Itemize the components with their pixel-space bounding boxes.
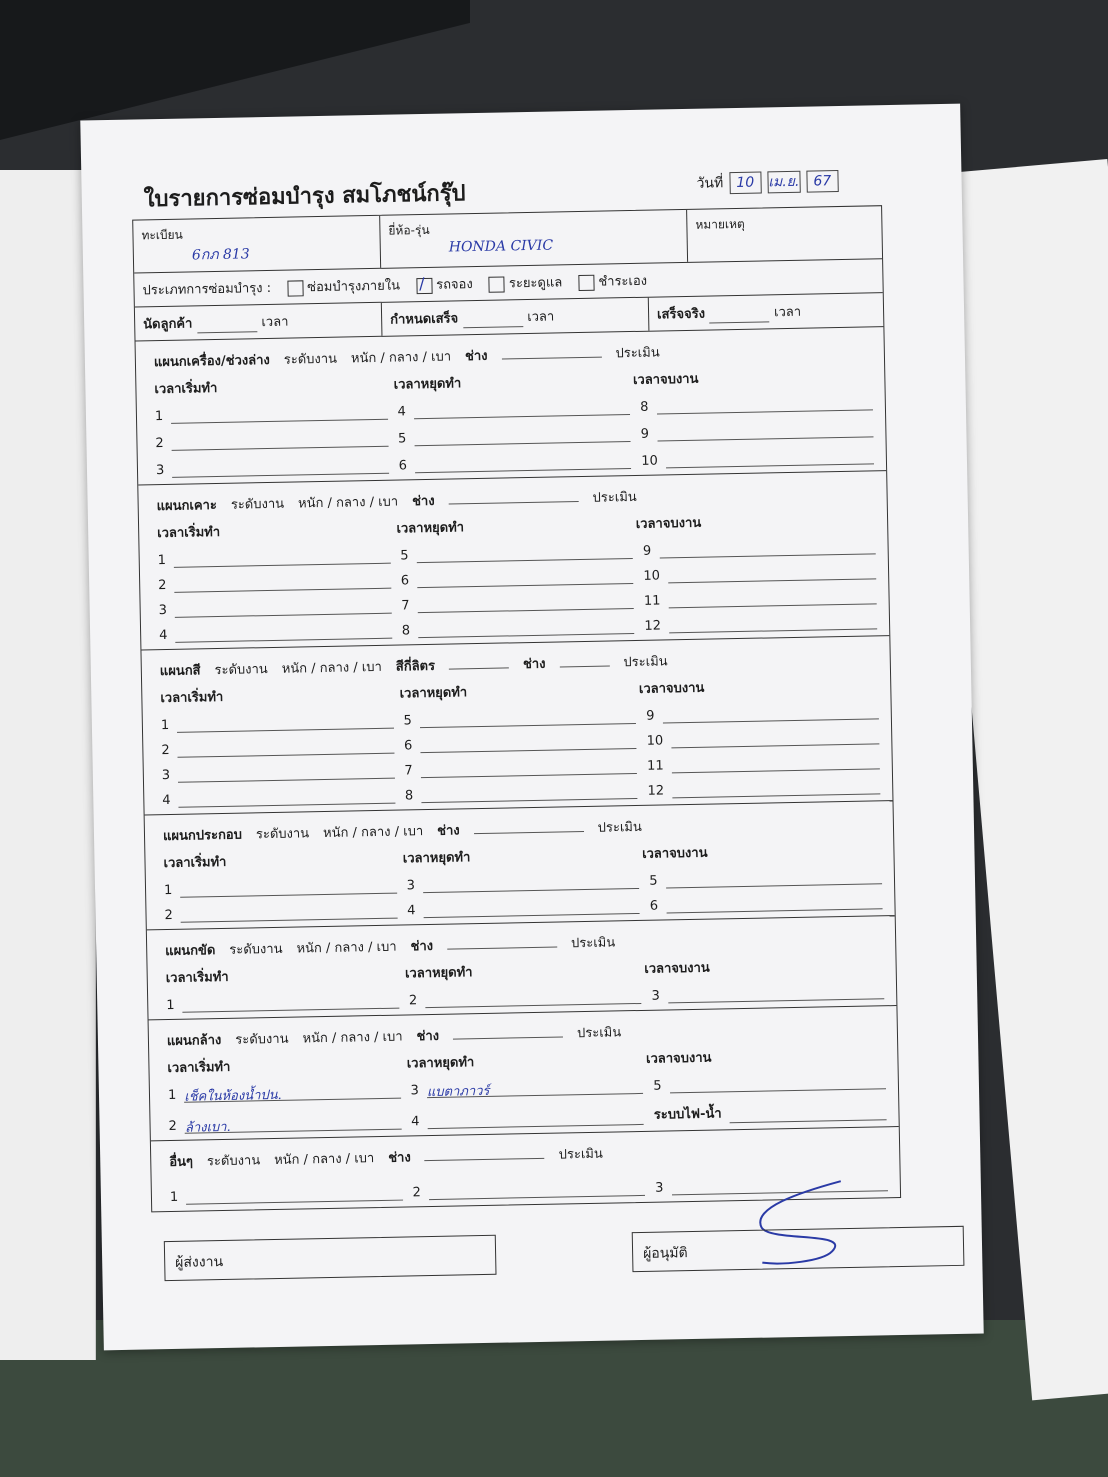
brand-label: ยี่ห้อ-รุ่น <box>388 222 430 238</box>
paint-section-body <box>141 636 892 814</box>
paint-line-9[interactable]: 9 <box>646 702 879 723</box>
body-line-5[interactable]: 5 <box>400 542 633 563</box>
assembly-section-body <box>145 801 895 929</box>
other-line-1[interactable]: 1 <box>170 1184 403 1205</box>
assembly-rating-label: ประเมิน <box>597 819 642 836</box>
engine-line-1[interactable]: 1 <box>155 403 388 424</box>
other-line-2[interactable]: 2 <box>412 1179 645 1200</box>
assembly-lines <box>164 867 883 923</box>
polish-tech-label: ช่าง <box>410 938 434 955</box>
engine-line-6[interactable]: 6 <box>398 452 631 473</box>
approver-label: ผู้อนุมัติ <box>642 1245 688 1262</box>
polish-section-body <box>147 916 897 1019</box>
polish-rating-label: ประเมิน <box>570 935 616 952</box>
body-start-label: เวลาเริ่มทำ <box>157 524 221 542</box>
engine-line-10[interactable]: 10 <box>641 447 874 468</box>
polish-stop-label: เวลาหยุดทำ <box>404 965 473 982</box>
assembly-start-label: เวลาเริ่มทำ <box>163 854 227 872</box>
repair-type-checkbox-internal[interactable] <box>287 280 303 296</box>
repair-type-checkbox-booked[interactable] <box>416 277 432 293</box>
done-cell <box>649 293 884 330</box>
engine-tech-line[interactable] <box>501 341 601 360</box>
paint-line-7[interactable]: 7 <box>404 757 637 778</box>
engine-finish-label: เวลาจบงาน <box>632 371 699 388</box>
wash-line-2[interactable]: 2 ล้างเบา. <box>168 1109 401 1134</box>
appointment-cell <box>135 303 383 341</box>
paint-line-3[interactable]: 3 <box>162 762 395 783</box>
assembly-line-4[interactable]: 4 <box>407 897 640 918</box>
body-tech-label: ช่าง <box>412 493 435 510</box>
body-level-options: หนัก / กลาง / เบา <box>297 494 399 512</box>
body-stop-label: เวลาหยุดทำ <box>396 520 465 537</box>
paint-line-5[interactable]: 5 <box>403 707 636 728</box>
repair-type-checkbox-selfpay[interactable] <box>578 274 594 290</box>
sender-box[interactable] <box>164 1235 497 1281</box>
repair-type-checkbox-maintenance[interactable] <box>489 276 505 292</box>
paint-level-label: ระดับงาน <box>214 662 268 679</box>
assembly-stop-label: เวลาหยุดทำ <box>402 850 471 867</box>
plate-cell <box>133 216 381 273</box>
body-line-9[interactable]: 9 <box>643 537 876 558</box>
assembly-line-1[interactable]: 1 <box>164 877 397 898</box>
assembly-title: แผนกประกอบ <box>162 827 243 845</box>
wash-line-1-handwriting: เช็คในห้องน้ำปน. <box>184 1082 401 1103</box>
water-system-label: ระบบไฟ-น้ำ <box>653 1106 722 1123</box>
note-label: หมายเหตุ <box>695 216 745 232</box>
assembly-line-2[interactable]: 2 <box>164 902 397 923</box>
wash-level-options: หนัก / กลาง / เบา <box>302 1029 403 1047</box>
done-line[interactable] <box>709 305 769 323</box>
date-month: เม.ย. <box>767 171 801 194</box>
paint-code-line[interactable] <box>449 651 509 669</box>
engine-line-3[interactable]: 3 <box>156 457 389 478</box>
wash-section <box>149 1006 899 1141</box>
paint-level-options: หนัก / กลาง / เบา <box>281 659 382 677</box>
other-rating-label: ประเมิน <box>558 1146 603 1163</box>
wash-lines <box>168 1072 887 1134</box>
polish-finish-label: เวลาจบงาน <box>644 960 710 977</box>
body-rating-label: ประเมิน <box>592 489 637 506</box>
wash-rating-label: ประเมิน <box>576 1025 622 1042</box>
paint-section <box>141 636 892 815</box>
other-level-label: ระดับงาน <box>206 1153 261 1170</box>
water-system-item[interactable] <box>654 1099 887 1124</box>
body-line-4[interactable]: 4 <box>159 622 392 643</box>
polish-line-3[interactable]: 3 <box>651 982 884 1003</box>
body-line-11[interactable]: 11 <box>644 587 877 608</box>
body-line-7[interactable]: 7 <box>401 592 634 613</box>
paint-title: แผนกสี <box>159 663 201 680</box>
body-finish-label: เวลาจบงาน <box>635 515 702 532</box>
body-title: แผนกเคาะ <box>156 498 218 515</box>
repair-type-option-booked: รถจอง <box>435 277 473 293</box>
plate-label: ทะเบียน <box>141 227 183 243</box>
polish-line-1[interactable]: 1 <box>166 992 399 1013</box>
done-label: เสร็จจริง <box>656 306 706 323</box>
side-sheet-left <box>0 170 96 1360</box>
repair-type-label: ประเภทการซ่อมบำรุง : <box>142 280 272 299</box>
signature-row <box>164 1226 965 1281</box>
wash-section-body <box>149 1006 899 1140</box>
engine-tech-label: ช่าง <box>464 348 488 365</box>
date-label: วันที่ <box>696 175 724 192</box>
wash-line-2-handwriting: ล้างเบา. <box>185 1113 402 1134</box>
paint-code-label: สีกี่ลิตร <box>395 658 436 675</box>
wash-start-label: เวลาเริ่มทำ <box>167 1059 231 1077</box>
paint-line-1-handwriting <box>177 712 394 733</box>
other-level-options: หนัก / กลาง / เบา <box>274 1151 375 1169</box>
paint-tech-line[interactable] <box>559 650 609 668</box>
body-line-12[interactable]: 12 <box>644 612 877 633</box>
polish-start-label: เวลาเริ่มทำ <box>165 969 229 987</box>
date-field <box>696 170 838 195</box>
note-cell <box>687 206 882 262</box>
appointment-label: นัดลูกค้า <box>143 316 193 333</box>
form-title: ใบรายการซ่อมบำรุง สมโภชน์กรุ๊ป <box>143 181 466 213</box>
wash-line-3-handwriting: แบตาภาวร์ <box>427 1077 644 1098</box>
engine-line-4[interactable]: 4 <box>397 398 630 419</box>
polish-line-1-handwriting <box>182 992 399 1013</box>
form-frame <box>132 205 901 1212</box>
paint-rating-label: ประเมิน <box>623 654 668 671</box>
assembly-line-6[interactable]: 6 <box>650 892 883 913</box>
wash-stop-label: เวลาหยุดทำ <box>406 1055 475 1072</box>
engine-line-8[interactable]: 8 <box>640 393 873 414</box>
assembly-level-options: หนัก / กลาง / เบา <box>322 824 424 842</box>
polish-title: แผนกขัด <box>165 943 216 960</box>
paint-line-2[interactable]: 2 <box>161 737 394 758</box>
repair-type-option-maintenance: ระยะดูแล <box>508 275 563 292</box>
engine-level-options: หนัก / กลาง / เบา <box>350 349 452 367</box>
polish-line-2[interactable]: 2 <box>409 987 642 1008</box>
engine-stop-label: เวลาหยุดทำ <box>393 376 462 393</box>
engine-start-label: เวลาเริ่มทำ <box>154 380 218 398</box>
wash-line-4[interactable]: 4 <box>411 1104 644 1129</box>
paint-lines <box>161 702 881 808</box>
approver-box[interactable] <box>632 1226 965 1272</box>
brand-value: HONDA CIVIC <box>448 237 554 256</box>
polish-tech-line[interactable] <box>447 931 557 950</box>
wash-line-3[interactable]: 3 แบตาภาวร์ <box>410 1077 643 1098</box>
wash-title: แผนกล้าง <box>166 1033 222 1050</box>
brand-cell <box>380 210 688 268</box>
body-line-6[interactable]: 6 <box>401 567 634 588</box>
date-day: 10 <box>729 172 761 195</box>
engine-line-9[interactable]: 9 <box>641 420 874 441</box>
sender-label: ผู้ส่งงาน <box>175 1254 224 1271</box>
body-lines <box>158 537 878 643</box>
polish-section <box>147 916 897 1020</box>
other-tech-label: ช่าง <box>388 1150 411 1166</box>
date-year: 67 <box>806 170 838 193</box>
body-level-label: ระดับงาน <box>230 496 285 513</box>
body-line-8[interactable]: 8 <box>402 617 635 638</box>
body-line-2[interactable]: 2 <box>158 572 391 593</box>
due-time-label: เวลา <box>527 309 555 326</box>
other-line-3[interactable]: 3 <box>655 1174 888 1195</box>
other-tech-line[interactable] <box>424 1142 544 1161</box>
body-tech-line[interactable] <box>448 485 578 504</box>
due-label: กำหนดเสร็จ <box>390 311 459 328</box>
polish-level-options: หนัก / กลาง / เบา <box>296 939 397 957</box>
engine-level-label: ระดับงาน <box>283 351 338 368</box>
paint-line-1[interactable]: 1 <box>161 712 394 733</box>
polish-level-label: ระดับงาน <box>229 941 283 958</box>
assembly-section <box>145 801 895 930</box>
assembly-finish-label: เวลาจบงาน <box>641 845 708 862</box>
assembly-tech-line[interactable] <box>473 815 583 834</box>
engine-line-2[interactable]: 2 <box>155 430 388 451</box>
paint-start-label: เวลาเริ่มทำ <box>160 689 224 707</box>
engine-section-body <box>136 327 887 484</box>
paint-tech-label: ช่าง <box>522 656 546 673</box>
body-line-3[interactable]: 3 <box>159 597 392 618</box>
paint-line-4[interactable]: 4 <box>162 787 395 808</box>
engine-lines <box>155 393 874 478</box>
other-title: อื่นๆ <box>169 1154 194 1171</box>
body-section <box>138 471 889 650</box>
assembly-line-5[interactable]: 5 <box>649 867 882 888</box>
wash-finish-label: เวลาจบงาน <box>645 1050 712 1067</box>
paint-line-11[interactable]: 11 <box>647 752 880 773</box>
wash-tech-line[interactable] <box>453 1020 563 1039</box>
repair-form-sheet <box>80 104 983 1351</box>
paint-line-10[interactable]: 10 <box>646 727 879 748</box>
other-section-head <box>169 1135 887 1172</box>
due-line[interactable] <box>463 310 523 328</box>
repair-type-option-internal: ซ่อมบำรุงภายใน <box>307 278 401 296</box>
body-line-1[interactable]: 1 <box>158 547 391 568</box>
assembly-level-label: ระดับงาน <box>255 826 310 843</box>
engine-rating-label: ประเมิน <box>615 345 660 362</box>
wash-line-1[interactable]: 1 เช็คในห้องน้ำปน. <box>168 1082 401 1103</box>
due-cell <box>382 298 650 336</box>
wash-level-label: ระดับงาน <box>235 1031 289 1048</box>
paint-stop-label: เวลาหยุดทำ <box>399 685 468 702</box>
assembly-line-3[interactable]: 3 <box>407 872 640 893</box>
engine-title: แผนกเครื่อง/ช่วงล่าง <box>153 352 270 371</box>
paint-finish-label: เวลาจบงาน <box>638 680 705 697</box>
wash-tech-label: ช่าง <box>416 1028 440 1045</box>
assembly-tech-label: ช่าง <box>437 823 460 839</box>
repair-type-option-selfpay: ชำระเอง <box>598 273 648 290</box>
done-time-label: เวลา <box>773 304 802 321</box>
plate-value: 6กภ 813 <box>191 246 250 264</box>
paint-line-12[interactable]: 12 <box>647 777 880 798</box>
appointment-line[interactable] <box>197 315 257 333</box>
body-section-body <box>138 471 889 649</box>
paint-line-6[interactable]: 6 <box>404 732 637 753</box>
paint-line-8[interactable]: 8 <box>405 782 638 803</box>
appointment-time-label: เวลา <box>261 314 289 331</box>
wash-line-5[interactable]: 5 <box>653 1072 886 1093</box>
engine-line-5[interactable]: 5 <box>398 425 631 446</box>
engine-section <box>136 327 887 485</box>
body-line-10[interactable]: 10 <box>643 562 876 583</box>
